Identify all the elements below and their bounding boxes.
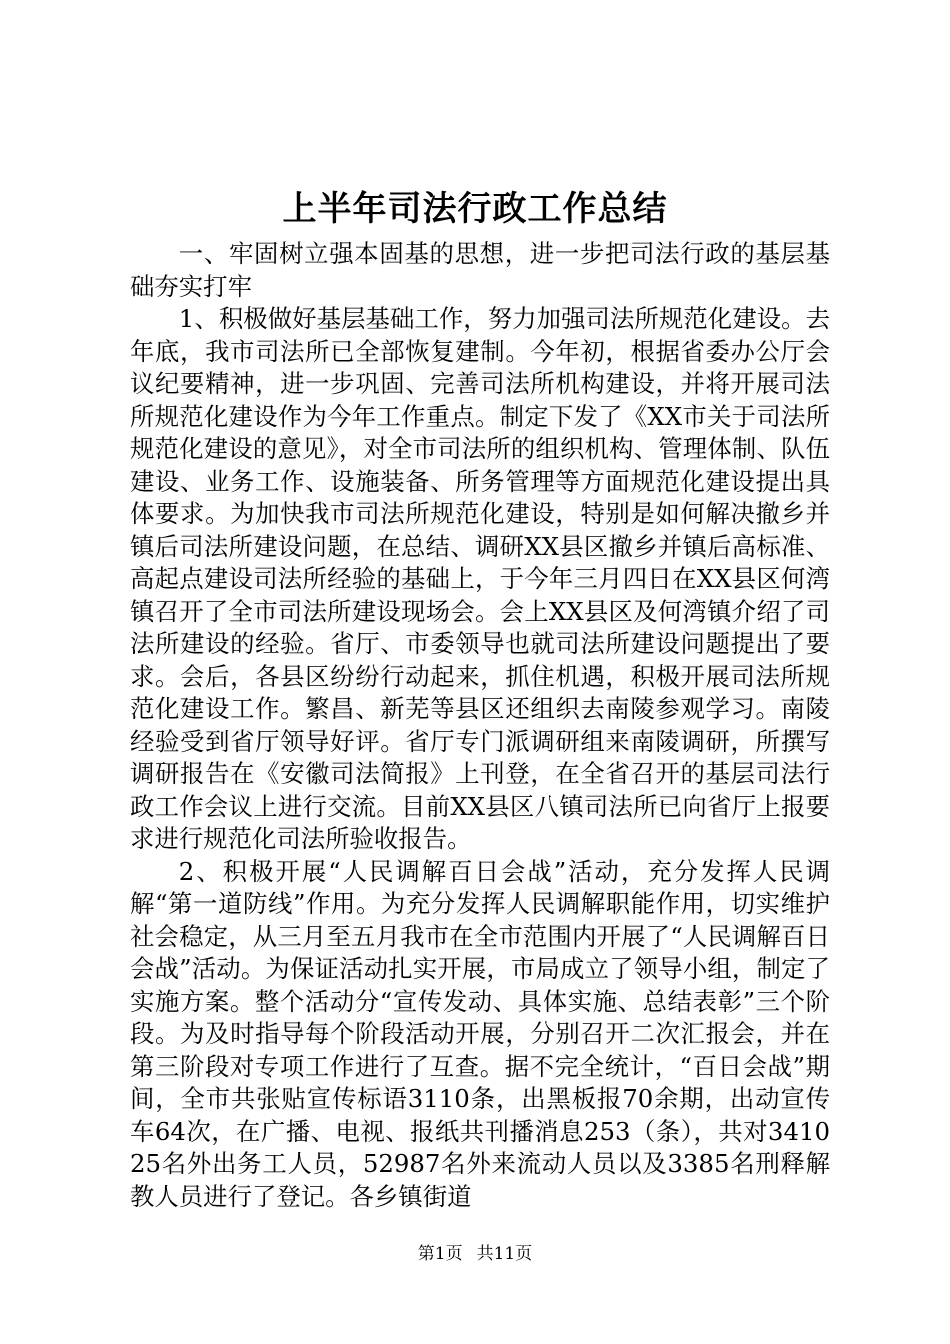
section-heading-paragraph: 一、牢固树立强本固基的思想，进一步把司法行政的基层基础夯实打牢 [130,239,830,301]
page-footer [0,1242,950,1266]
page-number: 第1页 [417,1244,463,1264]
page-total: 共11页 [476,1244,533,1264]
body-paragraph: 2、积极开展“人民调解百日会战”活动，充分发挥人民调解“第一道防线”作用。为充分发挥人民调解职能作用，切实维护社会稳定，从三月至五月我市在全市范围内开展了“人民调解百日会战”活动。为保证活动扎实开展，市局成立了领导小组，制定了实施方案。整个活动分“宣传发动、具体实施、总结表彰”三个阶段。为及时指导每个阶段活动开展，分别召开二次汇报会，并在第三阶段对专项工作进行了互查。据不完全统计，“百日会战”期间，全市共张贴宣传标语3110条，出黑板报70余期，出动宣传车64次，在广播、电视、报纸共刊播消息253（条），共对341025名外出务工人员，52987名外来流动人员以及3385名刑释解教人员进行了登记。各乡镇街道 [130,856,830,1211]
document-body [130,238,830,1213]
document-title: 上半年司法行政工作总结 [282,189,668,229]
body-paragraph: 1、积极做好基层基础工作，努力加强司法所规范化建设。去年底，我市司法所已全部恢复建制。今年初，根据省委办公厅会议纪要精神，进一步巩固、完善司法所机构建设，并将开展司法所规范化建设作为今年工作重点。制定下发了《XX市关于司法所规范化建设的意见》，对全市司法所的组织机构、管理体制、队伍建设、业务工作、设施装备、所务管理等方面规范化建设提出具体要求。为加快我市司法所规范化建设，特别是如何解决撤乡并镇后司法所建设问题，在总结、调研XX县区撤乡并镇后高标准、高起点建设司法所经验的基础上，于今年三月四日在XX县区何湾镇召开了全市司法所建设现场会。会上XX县区及何湾镇介绍了司法所建设的经验。省厅、市委领导也就司法所建设问题提出了要求。会后，各县区纷纷行动起来，抓住机遇，积极开展司法所规范化建设工作。繁昌、新芜等县区还组织去南陵参观学习。南陵经验受到省厅领导好评。省厅专门派调研组来南陵调研，所撰写调研报告在《安徽司法简报》上刊登，在全省召开的基层司法行政工作会议上进行交流。目前XX县区八镇司法所已向省厅上报要求进行规范化司法所验收报告。 [130,304,830,853]
